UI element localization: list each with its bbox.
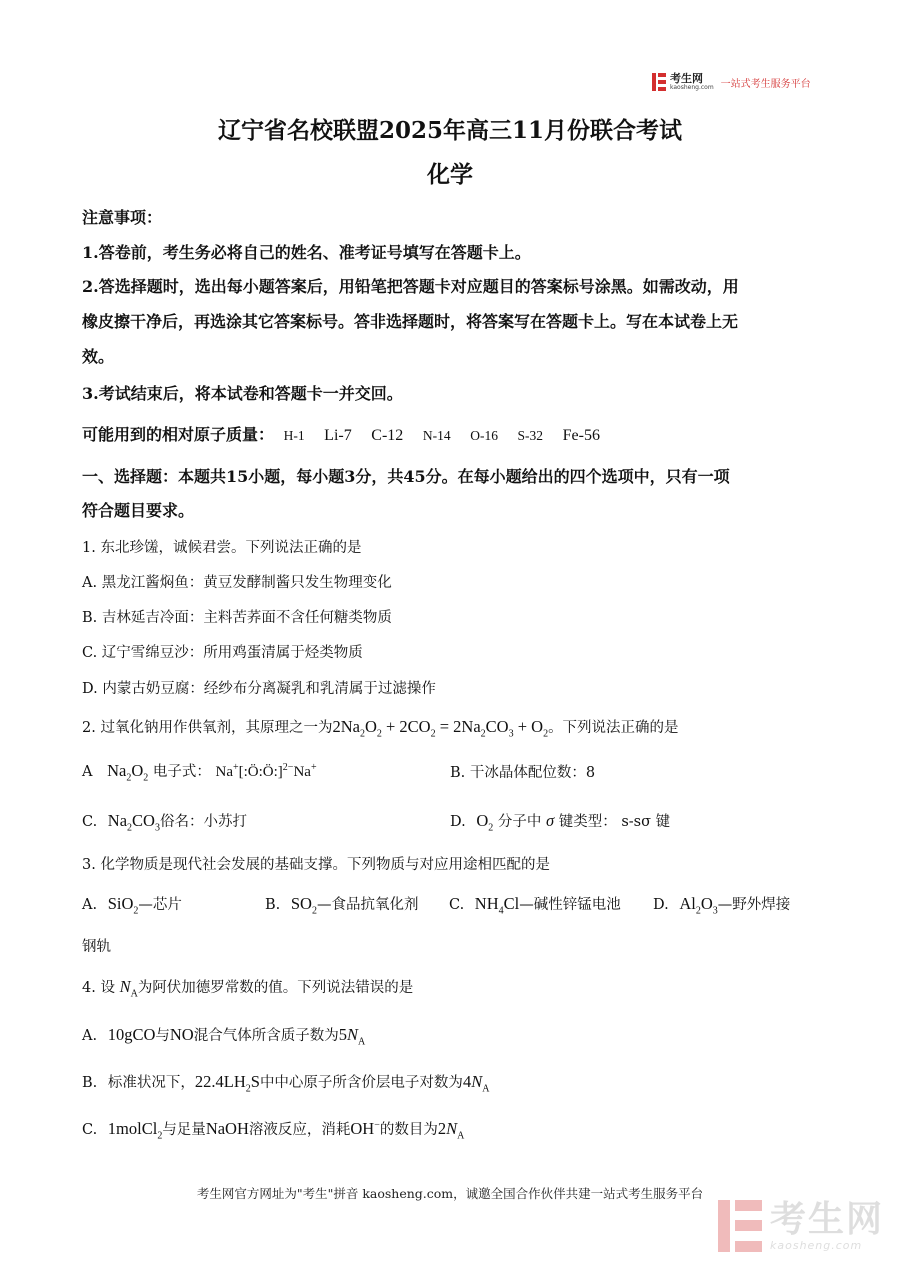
q4-a-text: 混合气体所含质子数为 bbox=[193, 1028, 339, 1044]
atomic-mass-line bbox=[82, 422, 600, 445]
exam-title: 辽宁省名校联盟2025年高三11月份联合考试 bbox=[217, 117, 683, 144]
q4-a-formula-2: NO bbox=[169, 1025, 194, 1044]
q2-stem-after: 。下列说法正确的是 bbox=[548, 720, 679, 736]
q4-option-b bbox=[82, 1071, 489, 1094]
q3-d-formula: $Al_2O_3$ bbox=[679, 894, 718, 917]
mass-li: Li-7 bbox=[324, 427, 352, 444]
q3-a-use: —芯片 bbox=[138, 897, 182, 913]
watermark-text bbox=[770, 1198, 885, 1252]
q3-d-label: D. bbox=[653, 897, 669, 913]
q1-option-a: A. 黑龙江酱焖鱼：黄豆发酵制酱只发生物理变化 bbox=[82, 575, 392, 591]
q4-c-text-1: 溶液反应，消耗 bbox=[248, 1122, 351, 1138]
q2-d-sigma: σ bbox=[545, 811, 555, 830]
brand-logo bbox=[652, 73, 811, 91]
mass-fe: Fe-56 bbox=[562, 427, 600, 444]
q2-d-formula: $O_2$ bbox=[476, 811, 494, 834]
page-footer: 考生网官方网址为"考生"拼音 kaosheng.com，诚邀全国合作伙伴共建一站式考生服务平台 bbox=[196, 1186, 704, 1201]
q2-c-label: C. bbox=[82, 814, 98, 830]
q2-c-text: 俗名：小苏打 bbox=[159, 814, 247, 830]
q3-c-label: C. bbox=[449, 897, 465, 913]
q3-option-a bbox=[82, 893, 182, 916]
q4-b-formula: $22.4LH_2S$ bbox=[194, 1072, 260, 1095]
exam-subject: 化学 bbox=[427, 161, 473, 188]
q3-a-label: A. bbox=[82, 897, 98, 913]
q3-stem: 3. 化学物质是现代社会发展的基础支撑。下列物质与对应用途相匹配的是 bbox=[82, 857, 550, 873]
q3-option-d-continued: 钢轨 bbox=[82, 939, 111, 955]
q4-a-label: A. bbox=[82, 1028, 98, 1044]
mass-s: S-32 bbox=[517, 428, 544, 443]
notice-item-1: 1.答卷前，考生务必将自己的姓名、准考证号填写在答题卡上。 bbox=[82, 243, 531, 262]
q4-stem-before: 4. 设 bbox=[82, 980, 115, 996]
q2-stem-before: 2. 过氧化钠用作供氧剂，其原理之一为 bbox=[82, 720, 333, 736]
mass-h: H-1 bbox=[283, 428, 305, 443]
q2-option-c bbox=[82, 810, 247, 833]
q4-b-answer: $4N_A$ bbox=[462, 1072, 490, 1095]
notice-item-2-line-2: 橡皮擦干净后，再选涂其它答案标号。答非选择题时，将答案写在答题卡上。写在本试卷上无 bbox=[82, 312, 739, 331]
q4-option-a bbox=[82, 1024, 365, 1047]
q3-a-formula: SiO$_2$ bbox=[107, 894, 139, 917]
q3-d-use: —野外焊接 bbox=[717, 897, 791, 913]
brand-domain: kaosheng.com bbox=[670, 84, 714, 91]
q2-a-electron-formula: Na+[:Ö:Ö:]$^{2-}$Na+ bbox=[215, 762, 317, 780]
q2-stem bbox=[82, 716, 679, 739]
atomic-mass-label: 可能用到的相对原子质量： bbox=[82, 425, 275, 444]
notice-item-2-line-1: 2.答选择题时，选出每小题答案后，用铅笔把答题卡对应题目的答案标号涂黑。如需改动，用 bbox=[82, 277, 739, 296]
q4-option-c bbox=[82, 1118, 464, 1141]
q1-option-c: C. 辽宁雪绵豆沙：所用鸡蛋清属于烃类物质 bbox=[82, 645, 363, 661]
q2-d-text-2: 键类型： bbox=[558, 814, 617, 830]
q3-c-use: —碱性锌锰电池 bbox=[519, 897, 621, 913]
q2-d-text-1: 分子中 bbox=[497, 814, 542, 830]
q4-c-text-2: 的数目为 bbox=[379, 1122, 438, 1138]
q2-a-formula: $Na_2O_2$ bbox=[107, 761, 149, 784]
q2-option-d bbox=[450, 810, 670, 833]
q4-b-label: B. bbox=[82, 1075, 98, 1091]
q4-b-pre: 标准状况下， bbox=[107, 1075, 195, 1091]
q2-c-formula: $Na_2CO_3$ bbox=[107, 811, 160, 834]
watermark-domain: kaosheng.com bbox=[770, 1238, 863, 1252]
q2-d-text-3: 键 bbox=[655, 814, 671, 830]
q1-option-b: B. 吉林延吉冷面：主料苦荞面不含任何糖类物质 bbox=[82, 610, 392, 626]
q4-b-text: 中中心原子所含价层电子对数为 bbox=[259, 1075, 463, 1091]
brand-slogan: 一站式考生服务平台 bbox=[720, 78, 811, 90]
q2-option-b: B. 干冰晶体配位数：8 bbox=[450, 765, 596, 781]
q4-c-formula-3: OH− bbox=[350, 1119, 380, 1138]
q2-d-bond: s-sσ bbox=[621, 814, 652, 830]
q4-a-mid: 与 bbox=[155, 1028, 170, 1044]
q4-c-formula-1: 1molCl$_2$ bbox=[107, 1119, 163, 1142]
q2-a-label: A bbox=[82, 764, 93, 780]
section-1-line-2: 符合题目要求。 bbox=[82, 501, 195, 520]
q4-stem bbox=[82, 976, 413, 999]
q1-option-d: D. 内蒙古奶豆腐：经纱布分离凝乳和乳清属于过滤操作 bbox=[82, 681, 436, 697]
q3-c-formula: $NH_4Cl$ bbox=[474, 894, 520, 917]
watermark bbox=[718, 1200, 884, 1252]
notice-item-2-line-3: 效。 bbox=[82, 347, 115, 366]
q2-a-text: 电子式： bbox=[152, 764, 211, 780]
kaosheng-logo-icon bbox=[652, 73, 666, 91]
q4-a-formula-1: 10gCO bbox=[107, 1025, 156, 1044]
q4-c-answer: $2N_A$ bbox=[437, 1119, 465, 1142]
q4-na-symbol: $N_A$ bbox=[119, 977, 138, 1000]
section-1-line-1: 一、选择题：本题共15小题，每小题3分，共45分。在每小题给出的四个选项中，只有一项 bbox=[82, 467, 730, 486]
q3-b-label: B. bbox=[265, 897, 281, 913]
q3-option-c bbox=[449, 893, 621, 916]
watermark-name: 考生网 bbox=[770, 1198, 885, 1240]
q4-c-mid: 与足量 bbox=[162, 1122, 206, 1138]
q3-option-d bbox=[653, 893, 790, 916]
q4-c-label: C. bbox=[82, 1122, 98, 1138]
watermark-logo-icon bbox=[718, 1200, 762, 1252]
brand-text bbox=[670, 73, 714, 91]
brand-name: 考生网 bbox=[670, 72, 703, 85]
q3-b-use: —食品抗氧化剂 bbox=[316, 897, 419, 913]
mass-o: O-16 bbox=[470, 428, 498, 443]
notice-item-3: 3.考试结束后，将本试卷和答题卡一并交回。 bbox=[82, 384, 403, 403]
mass-n: N-14 bbox=[422, 428, 451, 443]
q3-b-formula: $SO_2$ bbox=[290, 894, 317, 917]
q2-option-a bbox=[82, 760, 317, 783]
q4-c-formula-2: NaOH bbox=[205, 1119, 249, 1138]
q2-d-label: D. bbox=[450, 814, 466, 830]
notice-heading: 注意事项： bbox=[82, 208, 163, 227]
mass-c: C-12 bbox=[371, 427, 404, 444]
q4-a-answer: $5N_A$ bbox=[338, 1025, 366, 1048]
q3-option-b bbox=[265, 893, 418, 916]
q1-stem: 1. 东北珍馐，诚候君尝。下列说法正确的是 bbox=[82, 540, 362, 556]
q4-stem-after: 为阿伏加德罗常数的值。下列说法错误的是 bbox=[137, 980, 414, 996]
q2-equation: $2Na_2O_2 + 2CO_2 = 2Na_2CO_3 + O_2$ bbox=[332, 717, 549, 740]
